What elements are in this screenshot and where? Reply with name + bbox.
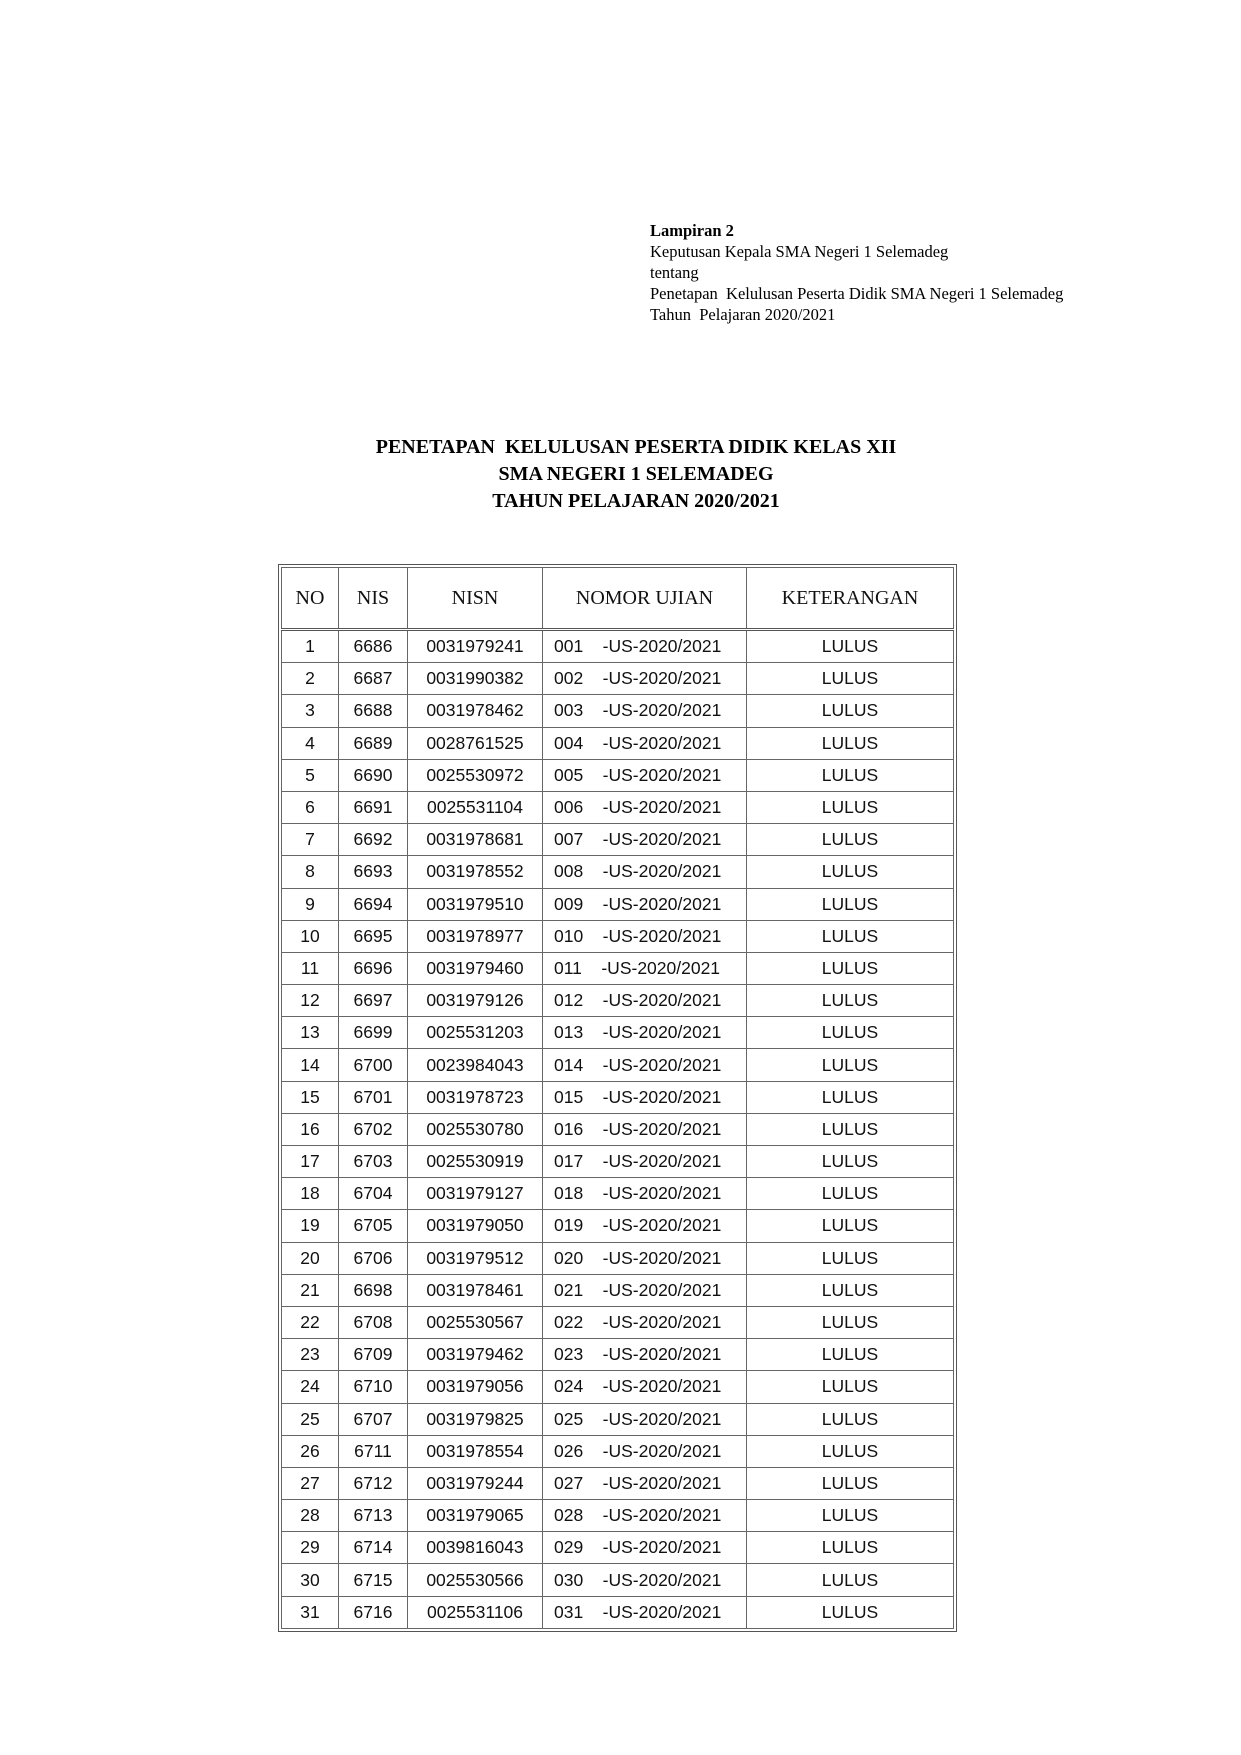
cell-keterangan: LULUS bbox=[747, 1017, 954, 1049]
cell-nis: 6715 bbox=[339, 1564, 408, 1596]
cell-keterangan: LULUS bbox=[747, 985, 954, 1017]
cell-keterangan: LULUS bbox=[747, 1113, 954, 1145]
cell-nisn: 0025531104 bbox=[408, 791, 543, 823]
cell-nomor-ujian: 001 -US-2020/2021 bbox=[543, 630, 747, 663]
cell-nis: 6710 bbox=[339, 1371, 408, 1403]
cell-keterangan: LULUS bbox=[747, 1274, 954, 1306]
cell-keterangan: LULUS bbox=[747, 695, 954, 727]
cell-nomor-ujian: 021 -US-2020/2021 bbox=[543, 1274, 747, 1306]
cell-nisn: 0031979510 bbox=[408, 888, 543, 920]
cell-nisn: 0031978723 bbox=[408, 1081, 543, 1113]
cell-keterangan: LULUS bbox=[747, 856, 954, 888]
cell-nis: 6686 bbox=[339, 630, 408, 663]
table-row bbox=[282, 856, 954, 888]
cell-keterangan: LULUS bbox=[747, 791, 954, 823]
cell-nisn: 0025530566 bbox=[408, 1564, 543, 1596]
cell-nisn: 0031979825 bbox=[408, 1403, 543, 1435]
annex-line: Keputusan Kepala SMA Negeri 1 Selemadeg bbox=[650, 242, 949, 261]
table-row bbox=[282, 1274, 954, 1306]
cell-nis: 6701 bbox=[339, 1081, 408, 1113]
table-row bbox=[282, 1532, 954, 1564]
cell-keterangan: LULUS bbox=[747, 630, 954, 663]
cell-nisn: 0031979126 bbox=[408, 985, 543, 1017]
cell-keterangan: LULUS bbox=[747, 1081, 954, 1113]
cell-nisn: 0025531106 bbox=[408, 1596, 543, 1628]
cell-no: 13 bbox=[282, 1017, 339, 1049]
cell-nomor-ujian: 018 -US-2020/2021 bbox=[543, 1178, 747, 1210]
table-row bbox=[282, 1596, 954, 1628]
cell-keterangan: LULUS bbox=[747, 824, 954, 856]
cell-no: 8 bbox=[282, 856, 339, 888]
cell-nomor-ujian: 006 -US-2020/2021 bbox=[543, 791, 747, 823]
cell-keterangan: LULUS bbox=[747, 1403, 954, 1435]
cell-keterangan: LULUS bbox=[747, 727, 954, 759]
cell-nomor-ujian: 026 -US-2020/2021 bbox=[543, 1435, 747, 1467]
cell-nis: 6687 bbox=[339, 663, 408, 695]
cell-no: 22 bbox=[282, 1306, 339, 1338]
table-row bbox=[282, 1081, 954, 1113]
cell-nisn: 0031978462 bbox=[408, 695, 543, 727]
table-row bbox=[282, 1017, 954, 1049]
cell-nomor-ujian: 025 -US-2020/2021 bbox=[543, 1403, 747, 1435]
table-row bbox=[282, 1242, 954, 1274]
cell-no: 7 bbox=[282, 824, 339, 856]
cell-keterangan: LULUS bbox=[747, 952, 954, 984]
cell-nis: 6700 bbox=[339, 1049, 408, 1081]
cell-nomor-ujian: 030 -US-2020/2021 bbox=[543, 1564, 747, 1596]
cell-keterangan: LULUS bbox=[747, 1339, 954, 1371]
cell-keterangan: LULUS bbox=[747, 1210, 954, 1242]
cell-nisn: 0028761525 bbox=[408, 727, 543, 759]
cell-nomor-ujian: 016 -US-2020/2021 bbox=[543, 1113, 747, 1145]
annex-line: Penetapan Kelulusan Peserta Didik SMA Negeri 1 Selemadeg bbox=[650, 284, 1064, 303]
cell-keterangan: LULUS bbox=[747, 888, 954, 920]
annex-line: tentang bbox=[650, 263, 699, 282]
cell-no: 24 bbox=[282, 1371, 339, 1403]
table-row bbox=[282, 1371, 954, 1403]
cell-nomor-ujian: 010 -US-2020/2021 bbox=[543, 920, 747, 952]
cell-nomor-ujian: 009 -US-2020/2021 bbox=[543, 888, 747, 920]
cell-keterangan: LULUS bbox=[747, 1178, 954, 1210]
cell-no: 6 bbox=[282, 791, 339, 823]
table-row bbox=[282, 1564, 954, 1596]
cell-nis: 6709 bbox=[339, 1339, 408, 1371]
table-row bbox=[282, 952, 954, 984]
cell-nisn: 0031978552 bbox=[408, 856, 543, 888]
annex-header bbox=[650, 220, 1063, 325]
cell-no: 5 bbox=[282, 759, 339, 791]
table-row bbox=[282, 1500, 954, 1532]
graduation-table bbox=[281, 567, 954, 1629]
cell-nomor-ujian: 015 -US-2020/2021 bbox=[543, 1081, 747, 1113]
cell-nis: 6688 bbox=[339, 695, 408, 727]
cell-keterangan: LULUS bbox=[747, 1306, 954, 1338]
cell-no: 21 bbox=[282, 1274, 339, 1306]
cell-no: 28 bbox=[282, 1500, 339, 1532]
cell-nisn: 0031979241 bbox=[408, 630, 543, 663]
table-row bbox=[282, 1306, 954, 1338]
cell-nomor-ujian: 024 -US-2020/2021 bbox=[543, 1371, 747, 1403]
cell-nisn: 0031978461 bbox=[408, 1274, 543, 1306]
cell-nis: 6694 bbox=[339, 888, 408, 920]
cell-nis: 6702 bbox=[339, 1113, 408, 1145]
cell-no: 16 bbox=[282, 1113, 339, 1145]
table-row bbox=[282, 1210, 954, 1242]
cell-nis: 6703 bbox=[339, 1146, 408, 1178]
cell-no: 27 bbox=[282, 1467, 339, 1499]
header-keterangan: KETERANGAN bbox=[747, 568, 954, 630]
title-line: PENETAPAN KELULUSAN PESERTA DIDIK KELAS XII bbox=[375, 436, 897, 458]
cell-nisn: 0031990382 bbox=[408, 663, 543, 695]
cell-nis: 6693 bbox=[339, 856, 408, 888]
cell-keterangan: LULUS bbox=[747, 1500, 954, 1532]
cell-keterangan: LULUS bbox=[747, 920, 954, 952]
cell-nis: 6704 bbox=[339, 1178, 408, 1210]
cell-nisn: 0025530780 bbox=[408, 1113, 543, 1145]
cell-nomor-ujian: 019 -US-2020/2021 bbox=[543, 1210, 747, 1242]
cell-nomor-ujian: 028 -US-2020/2021 bbox=[543, 1500, 747, 1532]
cell-nomor-ujian: 022 -US-2020/2021 bbox=[543, 1306, 747, 1338]
cell-nisn: 0031979056 bbox=[408, 1371, 543, 1403]
cell-no: 11 bbox=[282, 952, 339, 984]
cell-nomor-ujian: 017 -US-2020/2021 bbox=[543, 1146, 747, 1178]
cell-nisn: 0031979065 bbox=[408, 1500, 543, 1532]
header-no: NO bbox=[282, 568, 339, 630]
table-row bbox=[282, 695, 954, 727]
cell-nomor-ujian: 031 -US-2020/2021 bbox=[543, 1596, 747, 1628]
cell-nisn: 0031979127 bbox=[408, 1178, 543, 1210]
cell-nisn: 0031979050 bbox=[408, 1210, 543, 1242]
table-row bbox=[282, 727, 954, 759]
table-header-row bbox=[282, 568, 954, 630]
cell-no: 2 bbox=[282, 663, 339, 695]
cell-keterangan: LULUS bbox=[747, 1146, 954, 1178]
cell-keterangan: LULUS bbox=[747, 663, 954, 695]
cell-nis: 6698 bbox=[339, 1274, 408, 1306]
title-line: SMA NEGERI 1 SELEMADEG bbox=[498, 463, 774, 485]
cell-nisn: 0031979512 bbox=[408, 1242, 543, 1274]
header-nisn: NISN bbox=[408, 568, 543, 630]
document-title bbox=[276, 434, 996, 515]
cell-nomor-ujian: 005 -US-2020/2021 bbox=[543, 759, 747, 791]
table-row bbox=[282, 1146, 954, 1178]
cell-nis: 6691 bbox=[339, 791, 408, 823]
table-row bbox=[282, 1113, 954, 1145]
table-row bbox=[282, 630, 954, 663]
cell-nis: 6707 bbox=[339, 1403, 408, 1435]
cell-nisn: 0025531203 bbox=[408, 1017, 543, 1049]
cell-nisn: 0025530567 bbox=[408, 1306, 543, 1338]
cell-nis: 6711 bbox=[339, 1435, 408, 1467]
cell-nisn: 0023984043 bbox=[408, 1049, 543, 1081]
cell-no: 14 bbox=[282, 1049, 339, 1081]
cell-nis: 6692 bbox=[339, 824, 408, 856]
header-nis: NIS bbox=[339, 568, 408, 630]
cell-nis: 6697 bbox=[339, 985, 408, 1017]
graduation-table-frame bbox=[278, 564, 957, 1632]
cell-no: 20 bbox=[282, 1242, 339, 1274]
cell-nis: 6706 bbox=[339, 1242, 408, 1274]
cell-no: 31 bbox=[282, 1596, 339, 1628]
table-row bbox=[282, 759, 954, 791]
cell-no: 4 bbox=[282, 727, 339, 759]
cell-keterangan: LULUS bbox=[747, 1532, 954, 1564]
cell-nisn: 0025530919 bbox=[408, 1146, 543, 1178]
cell-no: 25 bbox=[282, 1403, 339, 1435]
cell-keterangan: LULUS bbox=[747, 1371, 954, 1403]
cell-no: 18 bbox=[282, 1178, 339, 1210]
table-row bbox=[282, 824, 954, 856]
table-body bbox=[282, 630, 954, 1629]
cell-keterangan: LULUS bbox=[747, 1467, 954, 1499]
cell-no: 15 bbox=[282, 1081, 339, 1113]
cell-nomor-ujian: 008 -US-2020/2021 bbox=[543, 856, 747, 888]
cell-nomor-ujian: 020 -US-2020/2021 bbox=[543, 1242, 747, 1274]
cell-nisn: 0031979244 bbox=[408, 1467, 543, 1499]
cell-no: 19 bbox=[282, 1210, 339, 1242]
cell-keterangan: LULUS bbox=[747, 1049, 954, 1081]
annex-label: Lampiran 2 bbox=[650, 221, 734, 240]
cell-nis: 6712 bbox=[339, 1467, 408, 1499]
cell-nomor-ujian: 004 -US-2020/2021 bbox=[543, 727, 747, 759]
cell-keterangan: LULUS bbox=[747, 759, 954, 791]
cell-nomor-ujian: 029 -US-2020/2021 bbox=[543, 1532, 747, 1564]
cell-nis: 6695 bbox=[339, 920, 408, 952]
cell-nomor-ujian: 011 -US-2020/2021 bbox=[543, 952, 747, 984]
cell-nis: 6696 bbox=[339, 952, 408, 984]
table-row bbox=[282, 1049, 954, 1081]
cell-nomor-ujian: 003 -US-2020/2021 bbox=[543, 695, 747, 727]
cell-keterangan: LULUS bbox=[747, 1596, 954, 1628]
table-row bbox=[282, 791, 954, 823]
cell-nisn: 0031978977 bbox=[408, 920, 543, 952]
cell-no: 12 bbox=[282, 985, 339, 1017]
cell-nis: 6716 bbox=[339, 1596, 408, 1628]
cell-nis: 6713 bbox=[339, 1500, 408, 1532]
title-line: TAHUN PELAJARAN 2020/2021 bbox=[492, 490, 780, 512]
cell-keterangan: LULUS bbox=[747, 1435, 954, 1467]
cell-nomor-ujian: 007 -US-2020/2021 bbox=[543, 824, 747, 856]
cell-nisn: 0031979460 bbox=[408, 952, 543, 984]
table-row bbox=[282, 920, 954, 952]
cell-no: 26 bbox=[282, 1435, 339, 1467]
cell-keterangan: LULUS bbox=[747, 1564, 954, 1596]
cell-nisn: 0039816043 bbox=[408, 1532, 543, 1564]
cell-no: 17 bbox=[282, 1146, 339, 1178]
cell-nomor-ujian: 002 -US-2020/2021 bbox=[543, 663, 747, 695]
cell-nisn: 0031978554 bbox=[408, 1435, 543, 1467]
cell-nisn: 0031979462 bbox=[408, 1339, 543, 1371]
table-row bbox=[282, 663, 954, 695]
table-row bbox=[282, 1435, 954, 1467]
table-row bbox=[282, 985, 954, 1017]
cell-nis: 6705 bbox=[339, 1210, 408, 1242]
table-row bbox=[282, 1178, 954, 1210]
cell-no: 30 bbox=[282, 1564, 339, 1596]
cell-no: 9 bbox=[282, 888, 339, 920]
annex-line: Tahun Pelajaran 2020/2021 bbox=[650, 305, 836, 324]
cell-no: 1 bbox=[282, 630, 339, 663]
cell-nis: 6714 bbox=[339, 1532, 408, 1564]
cell-nis: 6689 bbox=[339, 727, 408, 759]
cell-keterangan: LULUS bbox=[747, 1242, 954, 1274]
cell-nomor-ujian: 013 -US-2020/2021 bbox=[543, 1017, 747, 1049]
cell-no: 10 bbox=[282, 920, 339, 952]
cell-no: 3 bbox=[282, 695, 339, 727]
table-row bbox=[282, 1467, 954, 1499]
cell-nomor-ujian: 023 -US-2020/2021 bbox=[543, 1339, 747, 1371]
cell-nis: 6690 bbox=[339, 759, 408, 791]
cell-nomor-ujian: 012 -US-2020/2021 bbox=[543, 985, 747, 1017]
cell-nisn: 0031978681 bbox=[408, 824, 543, 856]
header-nomor-ujian: NOMOR UJIAN bbox=[543, 568, 747, 630]
cell-nomor-ujian: 027 -US-2020/2021 bbox=[543, 1467, 747, 1499]
table-row bbox=[282, 1403, 954, 1435]
cell-no: 29 bbox=[282, 1532, 339, 1564]
cell-nisn: 0025530972 bbox=[408, 759, 543, 791]
cell-no: 23 bbox=[282, 1339, 339, 1371]
cell-nomor-ujian: 014 -US-2020/2021 bbox=[543, 1049, 747, 1081]
cell-nis: 6708 bbox=[339, 1306, 408, 1338]
cell-nis: 6699 bbox=[339, 1017, 408, 1049]
table-row bbox=[282, 1339, 954, 1371]
table-row bbox=[282, 888, 954, 920]
